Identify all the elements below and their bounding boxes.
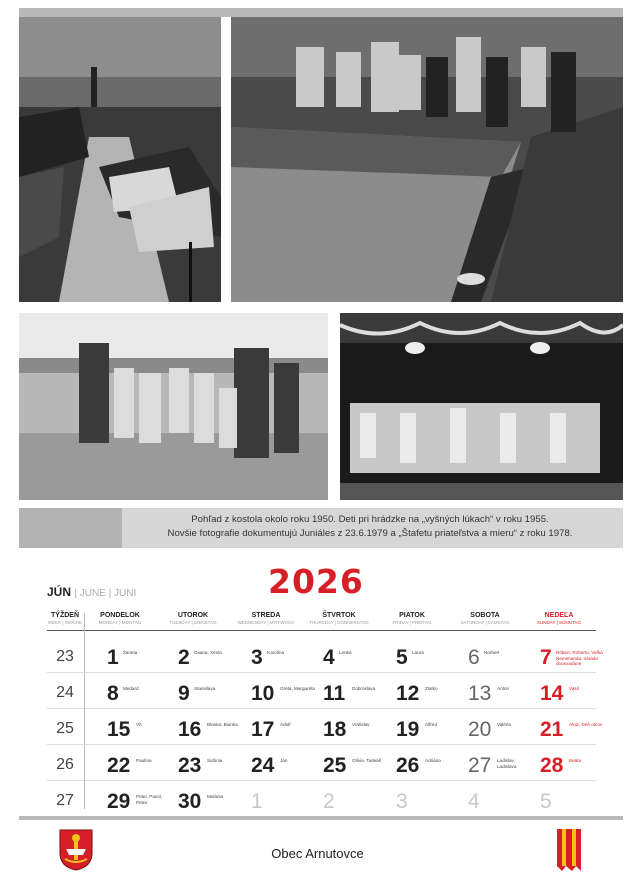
- weekday-header-6: [449, 612, 521, 625]
- weekday-header-label: SOBOTA: [470, 612, 500, 619]
- caption-line-1: Pohľad z kostola okolo roku 1950. Deti pri hrádzke na „vyšných lúkach“ v roku 1955.: [191, 514, 549, 525]
- day-number: 5: [396, 646, 408, 669]
- footer-divider-bar: [19, 816, 623, 820]
- name-day: Blanka, Bianka: [207, 722, 238, 727]
- day-number: 7: [540, 646, 552, 669]
- caption-text: [122, 513, 618, 541]
- week-row-divider: [47, 744, 596, 745]
- name-day: Róbert, Roberta, Veľká Nemenanda, nárada doosvaďane: [556, 650, 603, 666]
- weekday-header-label: UTOROK: [177, 612, 209, 619]
- weekday-header-label: ŠTVRTOK: [322, 612, 356, 619]
- header-divider: [47, 630, 596, 631]
- top-decorative-bar: [19, 8, 623, 17]
- name-day: Melánia: [207, 794, 224, 799]
- weekday-header-label: PIATOK: [399, 612, 425, 619]
- weekday-header-3: [230, 612, 302, 625]
- day-number: 25: [323, 754, 347, 777]
- municipality-flag-icon: [557, 829, 581, 871]
- weekday-header-label: TÝŽDEŇ: [51, 612, 79, 619]
- weekday-header-7: [522, 612, 596, 625]
- month-name-translations: | JUNE | JUNI: [74, 588, 137, 599]
- day-number: 28: [540, 754, 564, 777]
- weekday-header-5: [376, 612, 448, 625]
- name-day: Lenka: [339, 650, 352, 655]
- weekday-header-label: PONDELOK: [100, 612, 140, 619]
- day-number: 23: [178, 754, 202, 777]
- name-day: Ladislav, Ladislava: [497, 758, 517, 769]
- weekday-header-translation: SUNDAY | SONNTAG: [537, 620, 581, 625]
- week-row-divider: [47, 672, 596, 673]
- caption-accent-block: [19, 508, 122, 548]
- day-number: 27: [468, 754, 492, 777]
- week-row-divider: [47, 708, 596, 709]
- week-number: 25: [56, 720, 74, 737]
- day-number: 14: [540, 682, 564, 705]
- name-day: Alojz, Deň otcov: [569, 722, 603, 727]
- day-number: 8: [107, 682, 119, 705]
- weekday-header-translation: MONDAY | MONTAG: [98, 620, 142, 625]
- name-day: Adolf: [280, 722, 291, 727]
- day-number: 2: [323, 790, 335, 813]
- day-number: 17: [251, 718, 275, 741]
- name-day: Vít: [136, 722, 142, 727]
- name-day: Žaneta: [123, 650, 138, 655]
- weekday-header-translation: WEDNESDAY | MITTWOCH: [237, 620, 295, 625]
- municipality-name: Obec Arnutovce: [271, 846, 364, 861]
- day-number: 26: [396, 754, 420, 777]
- weekday-header-label: NEDEĽA: [544, 612, 574, 619]
- name-day: Paulína: [136, 758, 152, 763]
- week-number: 24: [56, 684, 74, 701]
- day-number: 1: [251, 790, 263, 813]
- weekday-header-translation: TUESDAY | DIENSTAG: [169, 620, 217, 625]
- name-day: Karolína: [267, 650, 285, 655]
- day-number: 16: [178, 718, 202, 741]
- name-day: Greta, Margaréta: [280, 686, 315, 691]
- day-number: 6: [468, 646, 480, 669]
- day-number: 12: [396, 682, 420, 705]
- day-number: 3: [396, 790, 408, 813]
- week-number: 26: [56, 756, 74, 773]
- day-number: 24: [251, 754, 275, 777]
- name-day: Zlatko: [425, 686, 438, 691]
- name-day: Beáta: [569, 758, 582, 763]
- day-number: 4: [468, 790, 480, 813]
- calendar-year: 2026: [268, 562, 364, 601]
- day-number: 3: [251, 646, 263, 669]
- name-day: Sidónia: [207, 758, 223, 763]
- day-number: 30: [178, 790, 202, 813]
- name-day: Peter, Pavol, Petra: [136, 794, 163, 805]
- weekday-header-4: [303, 612, 375, 625]
- name-day: Ján: [280, 758, 288, 763]
- week-number: 23: [56, 648, 74, 665]
- weekday-header-label: STREDA: [251, 612, 281, 619]
- day-number: 18: [323, 718, 347, 741]
- photo-caption-box: [19, 508, 623, 548]
- weekday-header-translation: THURSDAY | DONNERSTAG: [309, 620, 369, 625]
- photo-children-at-dam: [231, 17, 623, 302]
- name-day: Anton: [497, 686, 510, 691]
- weekday-header-0: [47, 612, 83, 625]
- name-day: Laura: [412, 650, 424, 655]
- day-number: 10: [251, 682, 275, 705]
- day-number: 11: [323, 682, 346, 705]
- day-number: 5: [540, 790, 552, 813]
- weekday-header-translation: FRIDAY | FREITAG: [392, 620, 432, 625]
- day-number: 1: [107, 646, 119, 669]
- name-day: Vratislav: [352, 722, 370, 727]
- photo-juniales-stage: [340, 313, 623, 500]
- name-day: Valéria: [497, 722, 511, 727]
- name-day: Vasil: [569, 686, 579, 691]
- day-number: 19: [396, 718, 420, 741]
- name-day: Stanislava: [194, 686, 216, 691]
- day-number: 20: [468, 718, 492, 741]
- name-day: Olívia, Tadeáš: [352, 758, 382, 763]
- day-number: 15: [107, 718, 131, 741]
- photo-friendship-relay: [19, 313, 328, 500]
- name-day: Dobroslava: [352, 686, 376, 691]
- day-number: 9: [178, 682, 190, 705]
- weekday-header-2: [157, 612, 229, 625]
- photo-village-view: [19, 17, 221, 302]
- caption-line-2: Novšie fotografie dokumentujú Juniáles z 23.6.1979 a „Štafetu priateľstva a mieru“ z roku 1978.: [167, 528, 573, 539]
- day-number: 2: [178, 646, 190, 669]
- day-number: 13: [468, 682, 492, 705]
- day-number: 4: [323, 646, 335, 669]
- weekday-header-1: [84, 612, 156, 625]
- day-number: 22: [107, 754, 131, 777]
- week-row-divider: [47, 780, 596, 781]
- name-day: Norbert: [484, 650, 500, 655]
- month-name: JÚN: [47, 585, 72, 599]
- day-number: 29: [107, 790, 131, 813]
- week-number: 27: [56, 792, 74, 809]
- weekday-header-translation: WEEK | WOCHE: [47, 620, 83, 625]
- name-day: Oxana, Xénia: [194, 650, 222, 655]
- name-day: Alfréd: [425, 722, 438, 727]
- day-number: 21: [540, 718, 564, 741]
- name-day: Adriána: [425, 758, 441, 763]
- calendar-month: [47, 585, 136, 599]
- weekday-header-translation: SATURDAY | SAMSTAG: [460, 620, 510, 625]
- name-day: Medard: [123, 686, 139, 691]
